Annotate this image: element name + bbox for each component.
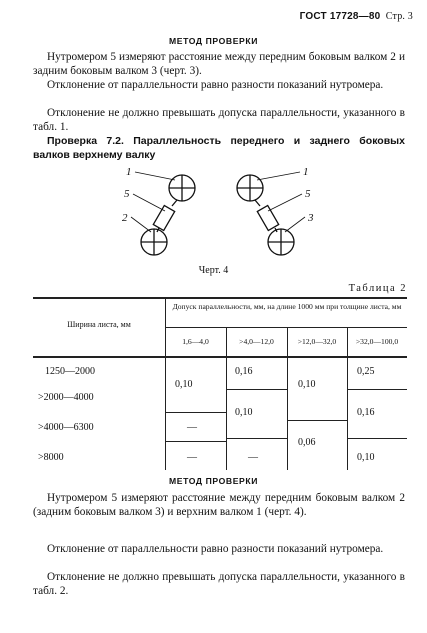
cell-c3-a: 0,10 xyxy=(298,379,316,390)
row-label-4: >8000 xyxy=(38,452,64,463)
section1-paragraph-2: Отклонение от параллельности равно разности показаний нутромера. xyxy=(47,79,384,91)
subcol-3: >12,0—32,0 xyxy=(297,337,337,346)
cell-c3-b: 0,06 xyxy=(298,437,316,448)
section2-paragraph-2: Отклонение от параллельности равно разности показаний нутромера. xyxy=(47,543,384,555)
col-width-header: Ширина листа, мм xyxy=(67,320,131,329)
cell-c1-a: 0,10 xyxy=(175,379,193,390)
cell-c1-c: — xyxy=(187,452,197,463)
section2-paragraph-3: Отклонение не должно превышать допуска параллельности, указанного в табл. 2. xyxy=(33,571,405,597)
label-5-right: 5 xyxy=(305,188,311,200)
section2-paragraph-1: Нутромером 5 измеряют расстояние между передним боковым валком 2 (задним боковым валком 3) и верхним валком 1 (черт. 4). xyxy=(33,492,405,518)
label-1-right: 1 xyxy=(303,166,309,178)
label-5-left: 5 xyxy=(124,188,130,200)
row-label-3: >4000—6300 xyxy=(38,422,94,433)
label-2-left: 2 xyxy=(122,212,128,224)
label-3-right: 3 xyxy=(308,212,314,224)
table-number: Таблица 2 xyxy=(348,283,407,294)
subcol-1: 1,6—4,0 xyxy=(182,337,209,346)
page-header xyxy=(300,11,413,22)
cell-c2-a: 0,16 xyxy=(235,366,253,377)
subcol-4: >32,0—100,0 xyxy=(355,337,399,346)
cell-c1-b: — xyxy=(187,422,197,433)
subcol-2: >4,0—12,0 xyxy=(239,337,274,346)
row-label-1: 1250—2000 xyxy=(45,366,95,377)
section1-heading: МЕТОД ПРОВЕРКИ xyxy=(169,36,258,46)
page-number: Стр. 3 xyxy=(385,11,413,22)
section1-paragraph-1: Нутромером 5 измеряют расстояние между передним боковым валком 2 и задним боковым валком 3 (черт. 3). xyxy=(33,51,405,77)
cell-c4-c: 0,10 xyxy=(357,452,375,463)
check-7-2-title: Проверка 7.2. Параллельность переднего и заднего боковых валков верхнему валку xyxy=(33,135,405,161)
section1-paragraph-3: Отклонение не должно превышать допуска параллельности, указанного в табл. 1. xyxy=(33,107,405,133)
section2-heading: МЕТОД ПРОВЕРКИ xyxy=(169,476,258,486)
cell-c2-b: 0,10 xyxy=(235,407,253,418)
gost-number: ГОСТ 17728—80 xyxy=(299,11,381,22)
tolerance-group-header: Допуск параллельности, мм, на длине 1000 мм при толщине листа, мм xyxy=(172,302,402,311)
cell-c2-c: — xyxy=(248,452,258,463)
label-1-left: 1 xyxy=(126,166,132,178)
figure-4-drawing xyxy=(0,160,427,270)
row-label-2: >2000—4000 xyxy=(38,392,94,403)
cell-c4-b: 0,16 xyxy=(357,407,375,418)
figure-caption: Черт. 4 xyxy=(198,265,229,276)
cell-c4-a: 0,25 xyxy=(357,366,375,377)
micrometer-gauge xyxy=(153,205,174,230)
